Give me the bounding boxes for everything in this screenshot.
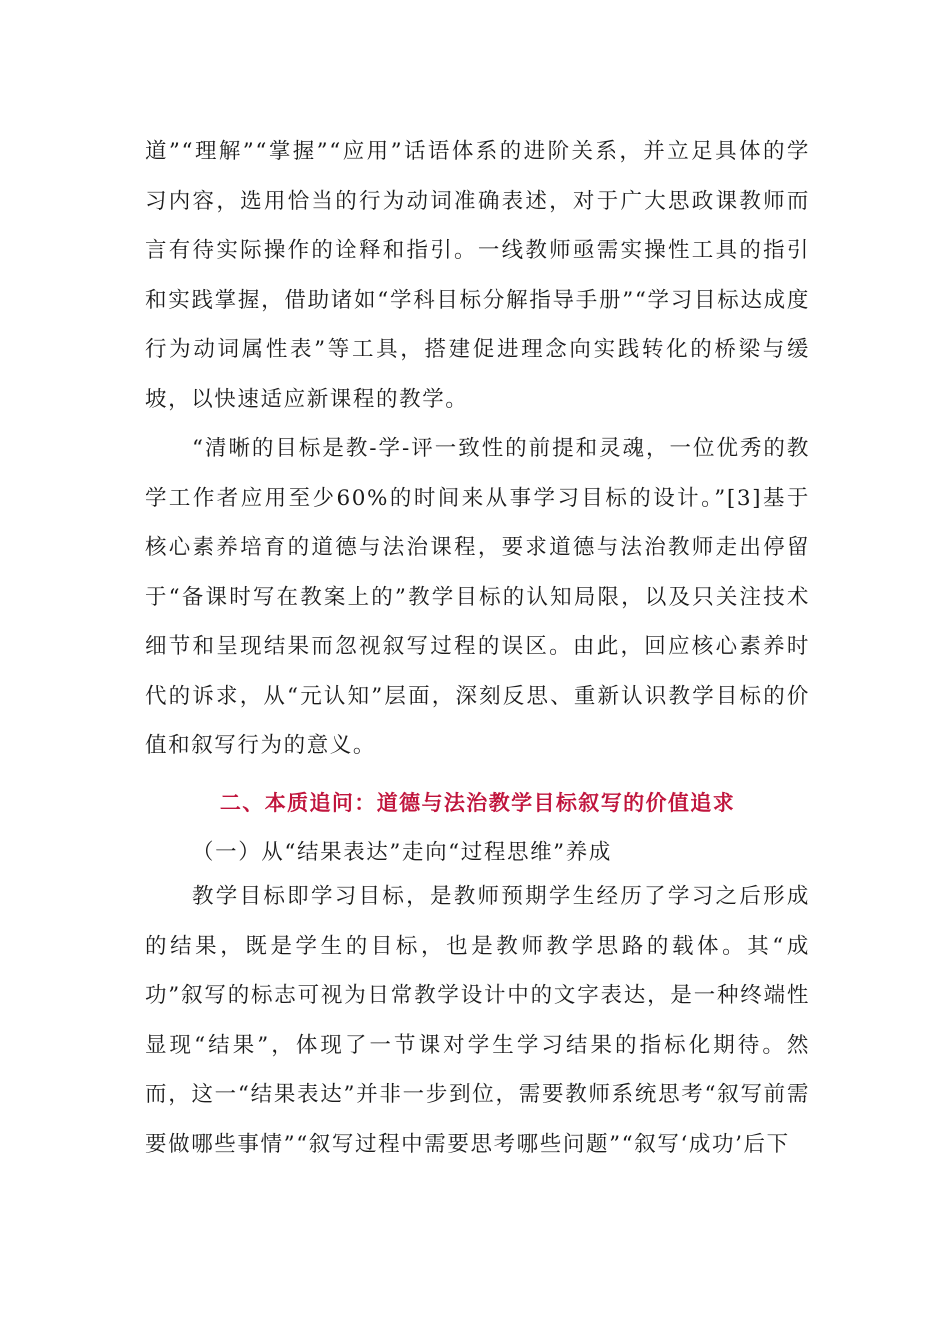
paragraph-3-block bbox=[145, 872, 810, 1169]
paragraph-1: 道”“理解”“掌握”“应用”话语体系的进阶关系，并立足具体的学习内容，选用恰当的行为动词准确表述，对于广大思政课教师而言有待实际操作的诠释和指引。一线教师亟需实操性工具的指引和实践掌握，借助诸如“学科目标分解指导手册”“学习目标达成度行为动词属性表”等工具，搭建促进理念向实践转化的桥梁与缓坡，以快速适应新课程的教学。 bbox=[145, 139, 810, 412]
paragraph-3: 教学目标即学习目标，是教师预期学生经历了学习之后形成的结果，既是学生的目标，也是教师教学思路的载体。其“成功”叙写的标志可视为日常教学设计中的文字表达，是一种终端性显现“结果”，体现了一节课对学生学习结果的指标化期待。然而，这一“结果表达”并非一步到位，需要教师系统思考“叙写前需要做哪些事情”“叙写过程中需要思考哪些问题”“叙写‘成功’后下 bbox=[145, 884, 810, 1157]
paragraph-1-block bbox=[145, 127, 810, 424]
paragraph-2: “清晰的目标是教-学-评一致性的前提和灵魂，一位优秀的教学工作者应用至少60%的时间来从事学习目标的设计。”[3]基于核心素养培育的道德与法治课程，要求道德与法治教师走出停留于“备课时写在教案上的”教学目标的认知局限，以及只关注技术细节和呈现结果而忽视叙写过程的误区。由此，回应核心素养时代的诉求，从“元认知”层面，深刻反思、重新认识教学目标的价值和叙写行为的意义。 bbox=[145, 436, 810, 758]
section-heading: 二、本质追问：道德与法治教学目标叙写的价值追求 bbox=[219, 791, 736, 815]
paragraph-2-block bbox=[145, 424, 810, 771]
subsection-heading: （一）从“结果表达”走向“过程思维”养成 bbox=[192, 840, 612, 865]
